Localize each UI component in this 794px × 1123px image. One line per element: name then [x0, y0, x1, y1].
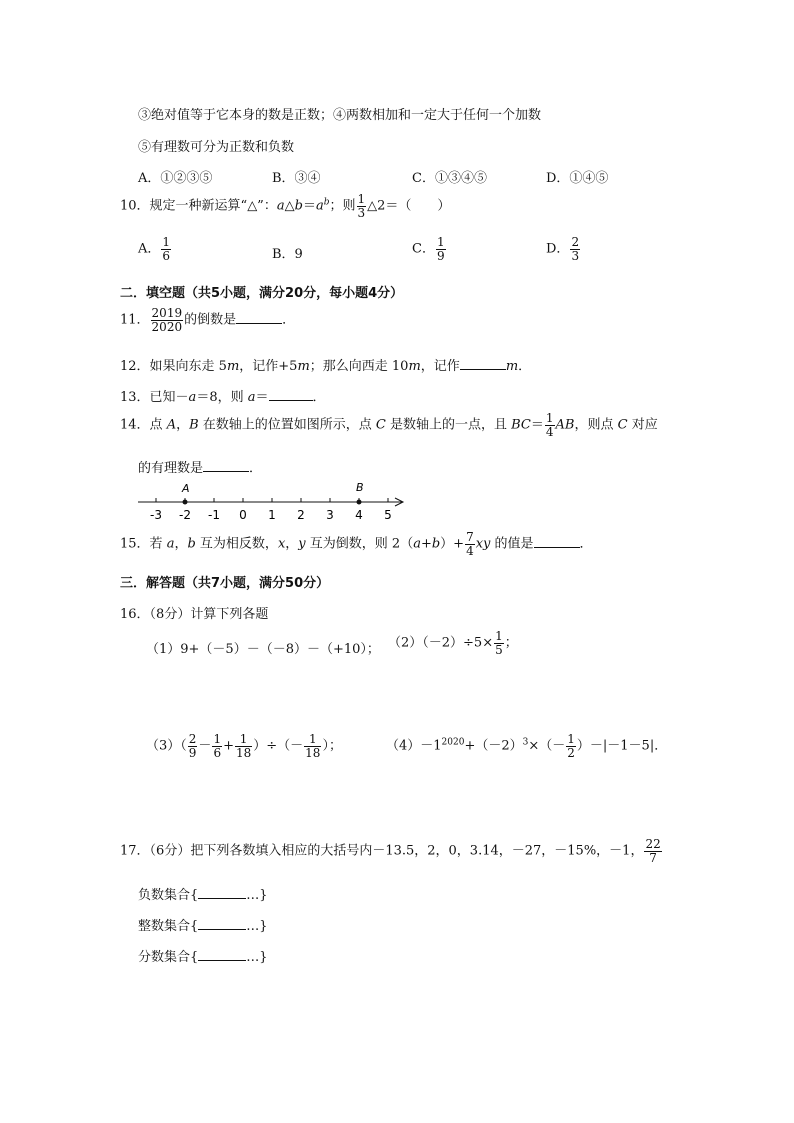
- q16-part4: $(4)-1^{2020}+(-2)^3\times(-$ $\frac{1}{2}$ ）－|－1－5|．: [386, 732, 668, 760]
- tick-label: -1: [208, 508, 220, 522]
- q13-answer-blank[interactable]: [269, 388, 313, 401]
- q17-set-integer: 整数集合{ …}: [138, 919, 268, 934]
- q16-part2: （2）（－2）÷5× $\frac{1}{5}$ ；: [388, 629, 518, 657]
- q9-statement-5: ⑤有理数可分为正数和负数: [138, 140, 295, 155]
- q14-answer-blank[interactable]: [203, 459, 249, 472]
- q17-set-fraction: 分数集合{ …}: [138, 950, 268, 965]
- q13: 13．已知－a＝8，则 a＝ ．: [120, 390, 326, 405]
- q16-head: 16．（8分）计算下列各题: [120, 607, 269, 622]
- section-2-title: 二．填空题（共5小题，满分20分，每小题4分）: [120, 286, 404, 301]
- tick-label: -2: [179, 508, 191, 522]
- q10-option-a: A． $\frac{1}{6}$: [138, 235, 171, 263]
- q11-answer-blank[interactable]: [236, 311, 282, 324]
- q9-statement-3-4: ③绝对值等于它本身的数是正数；④两数相加和一定大于任何一个加数: [138, 108, 542, 123]
- q10-option-c: C． $\frac{1}{9}$: [412, 235, 445, 263]
- q10-option-d: D． $\frac{2}{3}$: [546, 235, 580, 263]
- q17-negative-blank[interactable]: [198, 886, 246, 899]
- q12: 12．如果向东走 5m，记作+5m；那么向西走 10m，记作 m．: [120, 359, 532, 374]
- q17-integer-blank[interactable]: [198, 917, 246, 930]
- q10-question: 10．规定一种新运算“△”：$a\triangle b=a^b$；则 $\frac{1}{3}$ △2＝（ ）: [120, 192, 451, 220]
- section-3-title: 三．解答题（共7小题，满分50分）: [120, 576, 330, 591]
- q17-head: 17．（6分）把下列各数填入相应的大括号内－13.5，2，0，3.14，－27，－15%，－1， $\frac{22}{7}$: [120, 837, 661, 865]
- q9-option-c: C．①③④⑤: [412, 171, 487, 186]
- q16-part3: （3）（ $\frac{2}{9}$ － $\frac{1}{6}$ + $\frac{1}{18}$ ）÷（－ $\frac{1}{18}$ ）；: [146, 732, 342, 760]
- point-a-dot: [183, 500, 188, 505]
- tick-label: 5: [384, 508, 392, 522]
- point-b-dot: [357, 500, 362, 505]
- q15: 15．若 a，b 互为相反数，x，y 互为倒数，则 2（a+b）+ $\frac{7}{4}$ xy 的值是 ．: [120, 530, 593, 558]
- tick-label: 1: [268, 508, 276, 522]
- q17-fraction-blank[interactable]: [198, 948, 246, 961]
- q12-answer-blank[interactable]: [460, 357, 506, 370]
- q15-answer-blank[interactable]: [534, 535, 580, 548]
- point-a-label: A: [182, 482, 190, 495]
- tick-label: 2: [297, 508, 305, 522]
- q10-fraction: $\frac{1}{3}$: [357, 192, 366, 220]
- q11: 11． $\frac{2019}{2020}$ 的倒数是 ．: [120, 306, 296, 334]
- q16-part1: （1）9+（－5）－（－8）－（+10）；: [146, 642, 380, 657]
- q9-option-a: A．①②③⑤: [138, 171, 213, 186]
- q17-set-negative: 负数集合{ …}: [138, 888, 268, 903]
- q14-line2: 的有理数是 ．: [138, 461, 263, 476]
- q9-option-b: B．③④: [272, 171, 321, 186]
- q14-question: 14．点 A，B 在数轴上的位置如图所示，点 C 是数轴上的一点，且 BC＝ $\frac{1}{4}$ AB，则点 C 对应: [120, 411, 658, 439]
- number-line: [130, 478, 420, 526]
- tick-label: -3: [150, 508, 162, 522]
- tick-label: 3: [326, 508, 334, 522]
- tick-label: 4: [355, 508, 363, 522]
- q10-option-b: B．9: [272, 247, 303, 262]
- tick-label: 0: [239, 508, 247, 522]
- point-b-label: B: [356, 481, 364, 494]
- q9-option-d: D．①④⑤: [546, 171, 609, 186]
